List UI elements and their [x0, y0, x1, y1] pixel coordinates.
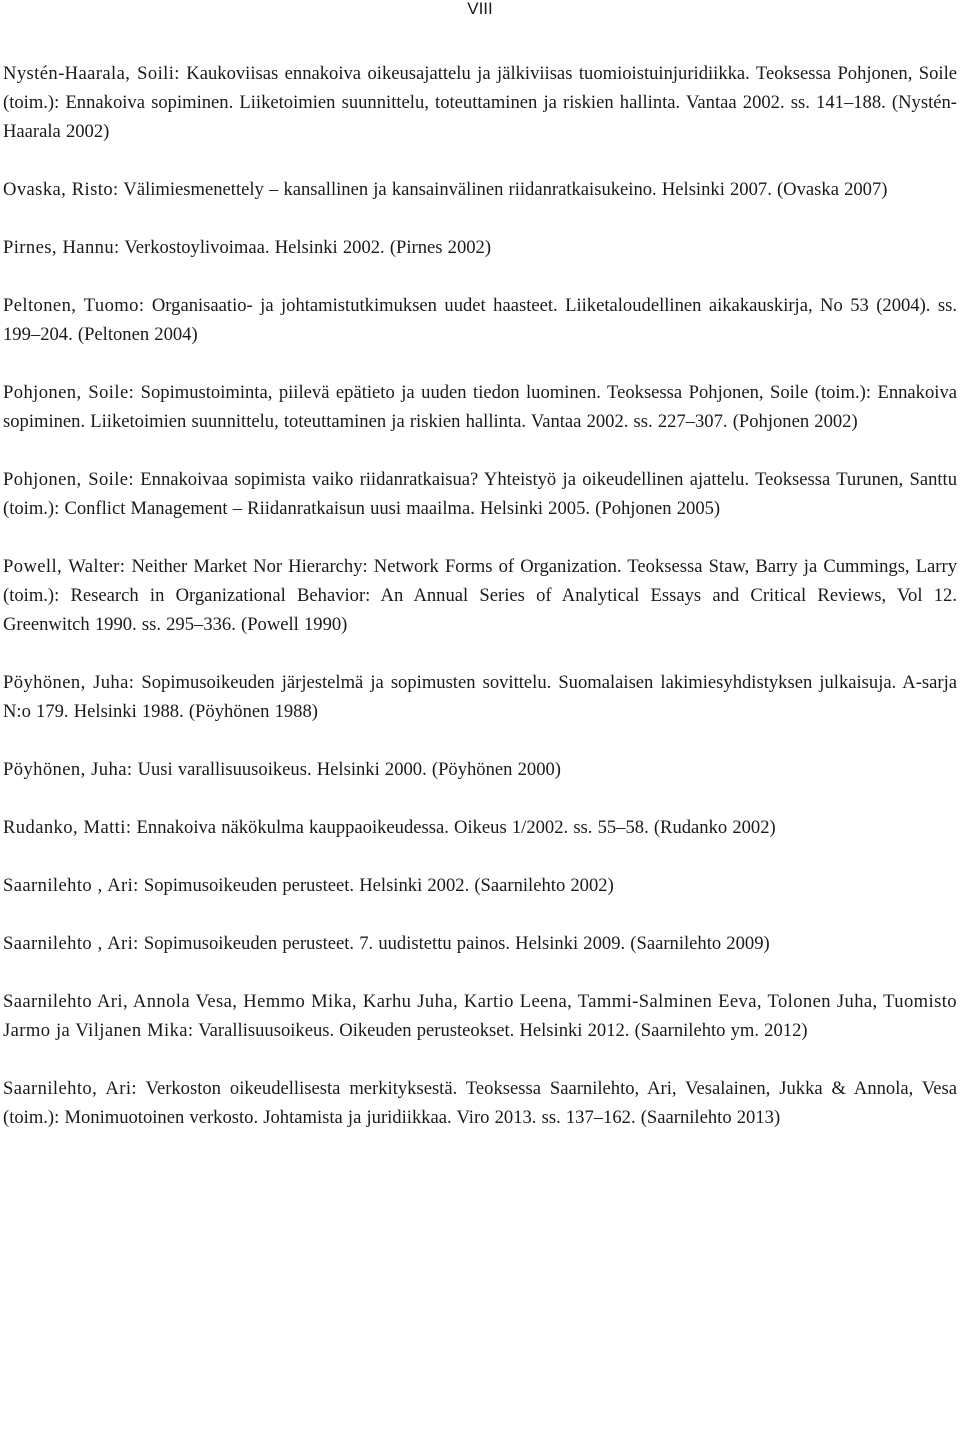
reference-text: Välimiesmenettely – kansallinen ja kansainvälinen riidanratkaisukeino. Helsinki 2007. (Ovaska 2007) — [118, 179, 888, 200]
reference-list — [3, 59, 957, 1161]
reference-author: Pöyhönen, Juha: — [3, 672, 135, 693]
reference-text: Sopimusoikeuden perusteet. Helsinki 2002. (Saarnilehto 2002) — [138, 875, 614, 896]
reference-author: Pirnes, Hannu: — [3, 237, 120, 258]
reference-text: Neither Market Nor Hierarchy: Network Forms of Organization. Teoksessa Staw, Barry ja Cummings, Larry (toim.): Research in Organizational Behavior: An Annual Series of Analytical Essays and Critical Reviews, Vol 12. Greenwitch 1990. ss. 295–336. (Powell 1990) — [3, 556, 957, 635]
reference-text: Organisaatio- ja johtamistutkimuksen uudet haasteet. Liiketaloudellinen aikakauskirja, No 53 (2004). ss. 199–204. (Peltonen 2004) — [3, 295, 957, 345]
reference-item — [3, 552, 957, 639]
reference-author: Saarnilehto , Ari: — [3, 875, 139, 896]
reference-item — [3, 1074, 957, 1132]
reference-author: Peltonen, Tuomo: — [3, 295, 145, 316]
reference-text: Sopimusoikeuden järjestelmä ja sopimusten sovittelu. Suomalaisen lakimiesyhdistyksen julkaisuja. A-sarja N:o 179. Helsinki 1988. (Pöyhönen 1988) — [3, 672, 958, 722]
reference-author: Pohjonen, Soile: — [3, 469, 134, 490]
reference-item — [3, 987, 957, 1045]
reference-item — [3, 929, 957, 958]
reference-text: Ennakoiva näkökulma kauppaoikeudessa. Oikeus 1/2002. ss. 55–58. (Rudanko 2002) — [131, 817, 776, 838]
reference-item — [3, 233, 957, 262]
reference-author: Pöyhönen, Juha: — [3, 759, 133, 780]
reference-item — [3, 813, 957, 842]
reference-text: Kaukoviisas ennakoiva oikeusajattelu ja jälkiviisas tuomioistuinjuridiikka. Teoksessa Pohjonen, Soile (toim.): Ennakoiva sopiminen. Liiketoimien suunnittelu, toteuttaminen ja riskien hallinta. Vantaa 2002. ss. 141–188. (Nystén-Haarala 2002) — [3, 63, 957, 142]
reference-author: Pohjonen, Soile: — [3, 382, 135, 403]
reference-text: Varallisuusoikeus. Oikeuden perusteokset. Helsinki 2012. (Saarnilehto ym. 2012) — [193, 1020, 808, 1041]
reference-item — [3, 291, 957, 349]
reference-item — [3, 465, 957, 523]
reference-author: Powell, Walter: — [3, 556, 126, 577]
reference-author: Saarnilehto Ari, Annola Vesa, Hemmo Mika, Karhu Juha, Kartio Leena, Tammi-Salminen Eeva, Tolonen Juha, Tuomisto Jarmo ja Viljanen Mika: — [3, 991, 957, 1041]
reference-item — [3, 175, 957, 204]
reference-item — [3, 59, 957, 146]
reference-text: Verkostoylivoimaa. Helsinki 2002. (Pirnes 2002) — [119, 237, 492, 258]
reference-item — [3, 755, 957, 784]
reference-item — [3, 668, 957, 726]
reference-text: Uusi varallisuusoikeus. Helsinki 2000. (Pöyhönen 2000) — [132, 759, 561, 780]
reference-author: Nystén-Haarala, Soili: — [3, 63, 180, 84]
reference-author: Ovaska, Risto: — [3, 179, 119, 200]
page-number: VIII — [467, 0, 493, 18]
reference-item — [3, 378, 957, 436]
reference-author: Saarnilehto , Ari: — [3, 933, 139, 954]
reference-author: Saarnilehto, Ari: — [3, 1078, 137, 1099]
reference-item — [3, 871, 957, 900]
reference-text: Sopimusoikeuden perusteet. 7. uudistettu painos. Helsinki 2009. (Saarnilehto 2009) — [138, 933, 770, 954]
reference-text: Ennakoivaa sopimista vaiko riidanratkaisua? Yhteistyö ja oikeudellinen ajattelu. Teoksessa Turunen, Santtu (toim.): Conflict Management – Riidanratkaisun uusi maailma. Helsinki 2005. (Pohjonen 2005) — [3, 469, 957, 519]
reference-author: Rudanko, Matti: — [3, 817, 132, 838]
reference-text: Verkoston oikeudellisesta merkityksestä. Teoksessa Saarnilehto, Ari, Vesalainen, Jukka & Annola, Vesa (toim.): Monimuotoinen verkosto. Johtamista ja juridiikkaa. Viro 2013. ss. 137–162. (Saarnilehto 2013) — [3, 1078, 957, 1128]
reference-text: Sopimustoiminta, piilevä epätieto ja uuden tiedon luominen. Teoksessa Pohjonen, Soile (toim.): Ennakoiva sopiminen. Liiketoimien suunnittelu, toteuttaminen ja riskien hallinta. Vantaa 2002. ss. 227–307. (Pohjonen 2002) — [3, 382, 957, 432]
